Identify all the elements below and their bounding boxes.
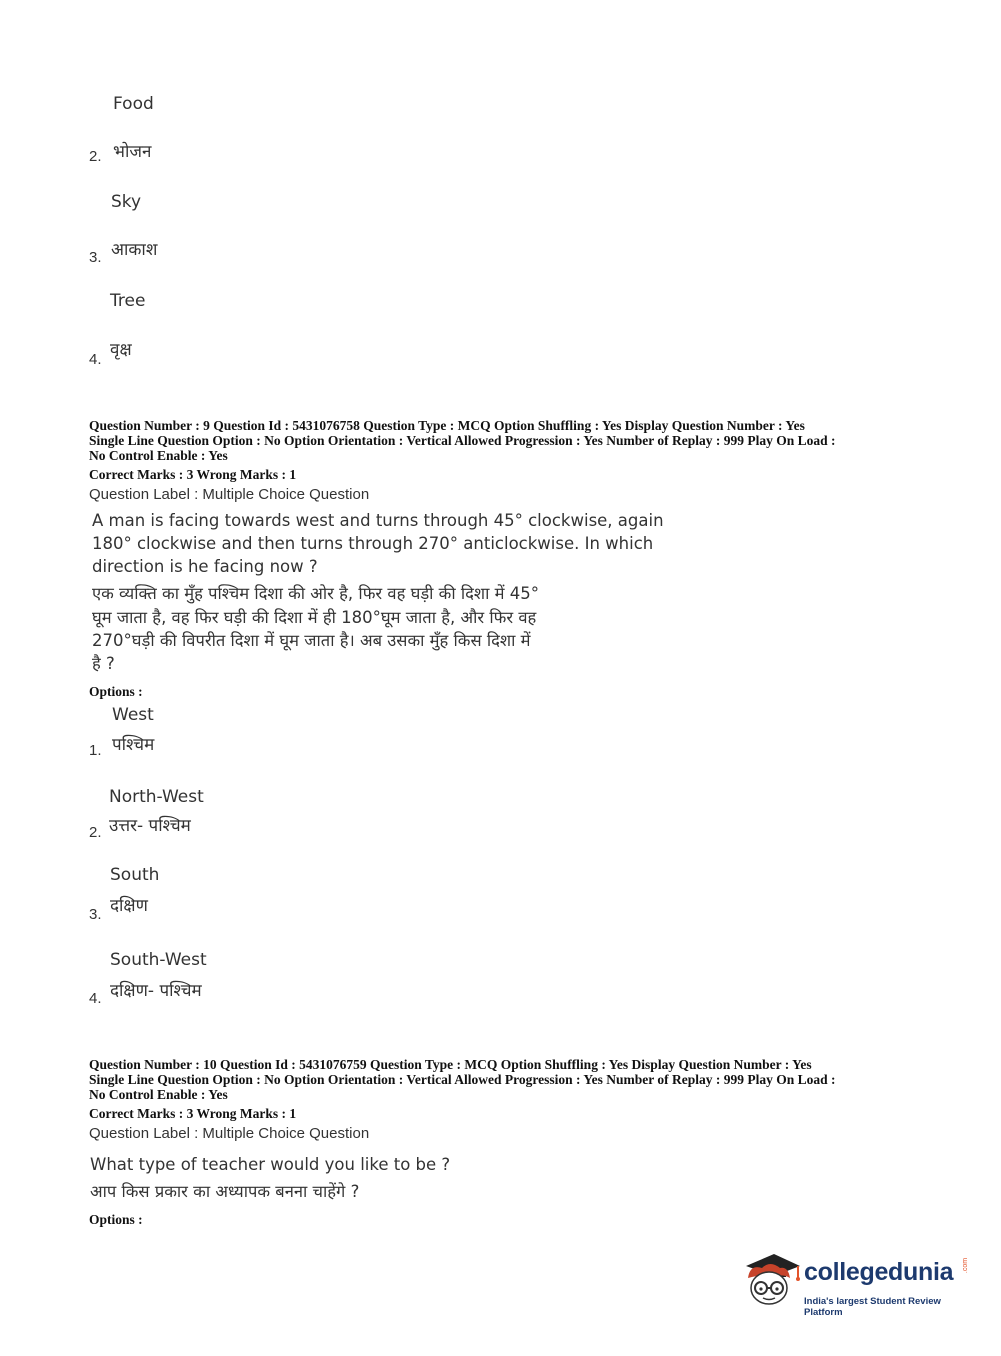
q9-text-en-line-3: direction is he facing now ? bbox=[92, 557, 318, 576]
prev-option-4-en: Tree bbox=[110, 291, 146, 311]
logo-dotcom: .com bbox=[962, 1257, 970, 1274]
q9-option-1-hi: पश्चिम bbox=[112, 735, 155, 755]
q9-option-4-number: 4. bbox=[89, 990, 102, 1007]
logo-tagline: India's largest Student Review Platform bbox=[804, 1296, 941, 1318]
prev-option-2-en: Food bbox=[113, 94, 154, 114]
q9-option-1-number: 1. bbox=[89, 742, 102, 759]
prev-option-2-number: 2. bbox=[89, 148, 102, 165]
q9-option-3-hi: दक्षिण bbox=[110, 896, 148, 916]
q9-option-3-number: 3. bbox=[89, 906, 102, 923]
q10-question-label: Question Label : Multiple Choice Question bbox=[89, 1125, 370, 1142]
prev-option-3-hi: आकाश bbox=[111, 240, 158, 260]
q10-meta-line-1: Question Number : 10 Question Id : 5431076759 Question Type : MCQ Option Shuffling : Yes Display Question Number : Yes bbox=[89, 1057, 812, 1072]
q10-text-hi: आप किस प्रकार का अध्यापक बनना चाहेंगे ? bbox=[90, 1182, 360, 1201]
q9-option-2-hi: उत्तर- पश्चिम bbox=[109, 816, 191, 836]
q9-option-4-hi: दक्षिण- पश्चिम bbox=[110, 981, 202, 1001]
prev-option-4-hi: वृक्ष bbox=[110, 340, 132, 360]
prev-option-3-en: Sky bbox=[111, 192, 142, 212]
q10-options-label: Options : bbox=[89, 1212, 143, 1227]
q9-meta-line-2: Single Line Question Option : No Option Orientation : Vertical Allowed Progression : Yes Number of Replay : 999 Play On Load : bbox=[89, 433, 836, 448]
q9-text-en-line-1: A man is facing towards west and turns through 45° clockwise, again bbox=[92, 511, 664, 530]
q9-options-label: Options : bbox=[89, 684, 143, 699]
prev-option-3-number: 3. bbox=[89, 249, 102, 266]
q10-text-en: What type of teacher would you like to be ? bbox=[90, 1155, 451, 1174]
q9-meta-line-3: No Control Enable : Yes bbox=[89, 448, 228, 463]
q10-meta-line-3: No Control Enable : Yes bbox=[89, 1087, 228, 1102]
q9-question-label: Question Label : Multiple Choice Question bbox=[89, 486, 370, 503]
logo-wordmark: collegedunia bbox=[804, 1258, 954, 1286]
q9-text-hi-line-1: एक व्यक्ति का मुँह पश्चिम दिशा की ओर है, फिर वह घड़ी की दिशा में 45° bbox=[92, 584, 540, 603]
prev-option-4-number: 4. bbox=[89, 351, 102, 368]
collegedunia-logo bbox=[740, 1248, 970, 1318]
q9-option-4-en: South-West bbox=[110, 950, 207, 970]
q10-meta-line-2: Single Line Question Option : No Option Orientation : Vertical Allowed Progression : Yes Number of Replay : 999 Play On Load : bbox=[89, 1072, 836, 1087]
q9-marks: Correct Marks : 3 Wrong Marks : 1 bbox=[89, 467, 297, 482]
q9-text-en-line-2: 180° clockwise and then turns through 270° anticlockwise. In which bbox=[92, 534, 654, 553]
q9-meta-line-1: Question Number : 9 Question Id : 5431076758 Question Type : MCQ Option Shuffling : Yes Display Question Number : Yes bbox=[89, 418, 805, 433]
q9-text-hi-line-3: 270°घड़ी की विपरीत दिशा में घूम जाता है। अब उसका मुँह किस दिशा में bbox=[92, 631, 531, 650]
q9-option-2-number: 2. bbox=[89, 824, 102, 841]
q9-text-hi-line-2: घूम जाता है, वह फिर घड़ी की दिशा में ही 180°घूम जाता है, और फिर वह bbox=[92, 608, 537, 627]
q9-option-3-en: South bbox=[110, 865, 160, 885]
prev-option-2-hi: भोजन bbox=[113, 142, 152, 162]
q10-marks: Correct Marks : 3 Wrong Marks : 1 bbox=[89, 1106, 297, 1121]
mascot-icon bbox=[740, 1248, 802, 1310]
q9-option-2-en: North-West bbox=[109, 787, 204, 807]
q9-option-1-en: West bbox=[112, 705, 154, 725]
q9-text-hi-line-4: है ? bbox=[92, 654, 115, 673]
